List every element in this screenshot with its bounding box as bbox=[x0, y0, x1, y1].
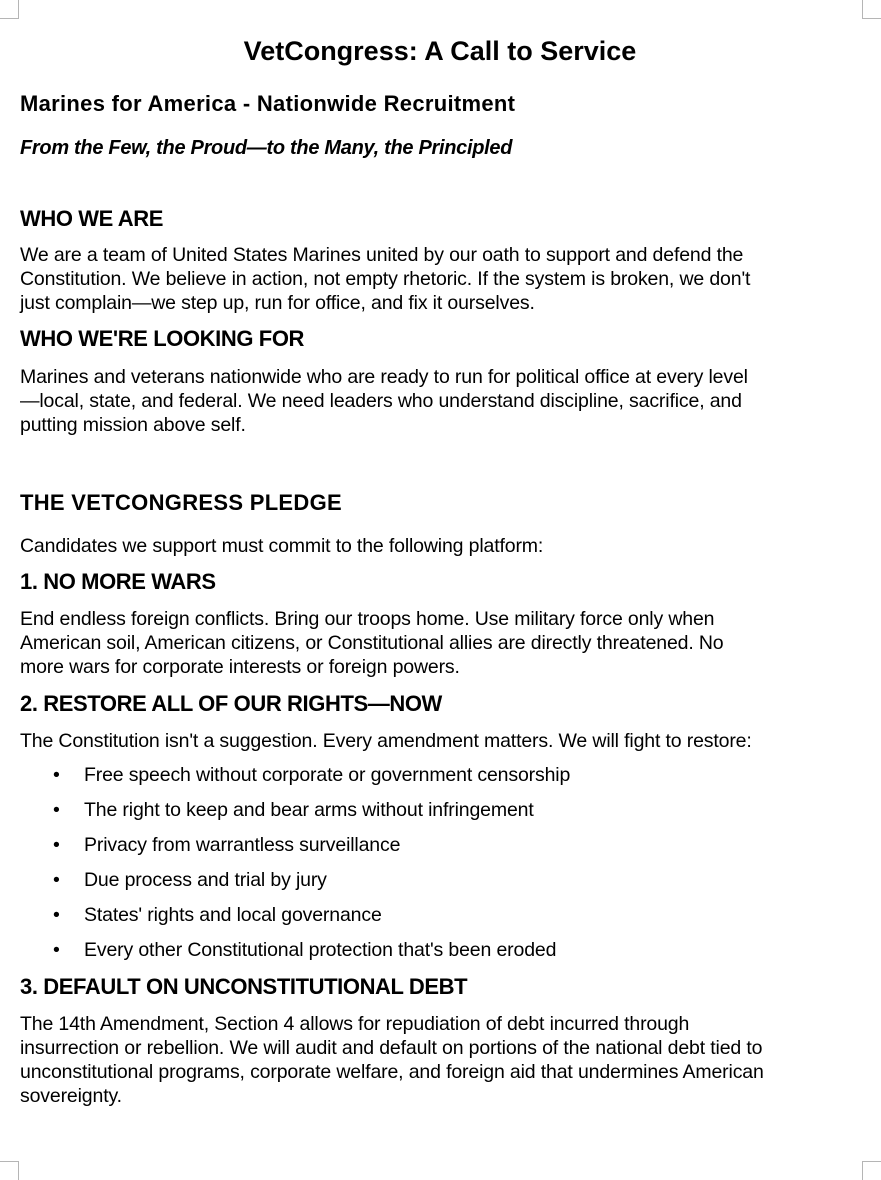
crop-mark-top-right bbox=[862, 0, 881, 19]
list-item-text: Due process and trial by jury bbox=[84, 869, 327, 891]
restore-rights-intro bbox=[20, 729, 860, 753]
paragraph-line: The Constitution isn't a suggestion. Every amendment matters. We will fight to restore: bbox=[20, 730, 752, 752]
paragraph-line: —local, state, and federal. We need leaders who understand discipline, sacrifice, and bbox=[20, 390, 742, 412]
restore-rights-heading: 2. RESTORE ALL OF OUR RIGHTS—NOW bbox=[20, 691, 442, 716]
paragraph-line: We are a team of United States Marines united by our oath to support and defend the bbox=[20, 244, 744, 266]
list-item-text: Free speech without corporate or government censorship bbox=[84, 764, 571, 786]
list-item bbox=[20, 903, 860, 938]
pledge-heading: THE VETCONGRESS PLEDGE bbox=[20, 490, 342, 515]
paragraph-line: The 14th Amendment, Section 4 allows for repudiation of debt incurred through bbox=[20, 1013, 690, 1035]
list-item bbox=[20, 868, 860, 903]
list-item-text: The right to keep and bear arms without infringement bbox=[84, 799, 534, 821]
default-debt-heading: 3. DEFAULT ON UNCONSTITUTIONAL DEBT bbox=[20, 974, 468, 999]
pledge-intro bbox=[20, 534, 860, 558]
list-item bbox=[20, 798, 860, 833]
no-more-wars-paragraph bbox=[20, 607, 860, 679]
list-item bbox=[20, 763, 860, 798]
document-tagline: From the Few, the Proud—to the Many, the Principled bbox=[20, 137, 513, 159]
no-more-wars-heading: 1. NO MORE WARS bbox=[20, 569, 216, 594]
who-we-are-heading: WHO WE ARE bbox=[20, 206, 164, 231]
paragraph-line: putting mission above self. bbox=[20, 414, 246, 436]
paragraph-line: just complain—we step up, run for office, and fix it ourselves. bbox=[20, 292, 535, 314]
list-item-text: Privacy from warrantless surveillance bbox=[84, 834, 401, 856]
rights-bullet-list bbox=[20, 763, 860, 973]
paragraph-line: unconstitutional programs, corporate welfare, and foreign aid that undermines American bbox=[20, 1061, 764, 1083]
list-item-text: Every other Constitutional protection that's been eroded bbox=[84, 939, 557, 961]
bullet-icon: • bbox=[53, 939, 60, 961]
document-title: VetCongress: A Call to Service bbox=[243, 36, 637, 66]
document-subtitle: Marines for America - Nationwide Recruitment bbox=[20, 91, 516, 116]
paragraph-line: American soil, American citizens, or Constitutional allies are directly threatened. No bbox=[20, 632, 724, 654]
paragraph-line: Marines and veterans nationwide who are ready to run for political office at every level bbox=[20, 366, 748, 388]
paragraph-line: Constitution. We believe in action, not empty rhetoric. If the system is broken, we don't bbox=[20, 268, 751, 290]
list-item-text: States' rights and local governance bbox=[84, 904, 382, 926]
bullet-icon: • bbox=[53, 799, 60, 821]
crop-mark-bottom-right bbox=[862, 1161, 881, 1180]
paragraph-line: Candidates we support must commit to the following platform: bbox=[20, 535, 544, 557]
crop-mark-bottom-left bbox=[0, 1161, 19, 1180]
default-debt-paragraph bbox=[20, 1012, 860, 1108]
looking-for-paragraph bbox=[20, 365, 860, 437]
list-item bbox=[20, 938, 860, 973]
paragraph-line: sovereignty. bbox=[20, 1085, 122, 1107]
bullet-icon: • bbox=[53, 834, 60, 856]
bullet-icon: • bbox=[53, 869, 60, 891]
who-we-are-paragraph bbox=[20, 243, 860, 315]
looking-for-heading: WHO WE'RE LOOKING FOR bbox=[20, 326, 305, 351]
crop-mark-top-left bbox=[0, 0, 19, 19]
paragraph-line: more wars for corporate interests or foreign powers. bbox=[20, 656, 460, 678]
bullet-icon: • bbox=[53, 904, 60, 926]
paragraph-line: insurrection or rebellion. We will audit and default on portions of the national debt tied to bbox=[20, 1037, 763, 1059]
paragraph-line: End endless foreign conflicts. Bring our troops home. Use military force only when bbox=[20, 608, 715, 630]
bullet-icon: • bbox=[53, 764, 60, 786]
list-item bbox=[20, 833, 860, 868]
